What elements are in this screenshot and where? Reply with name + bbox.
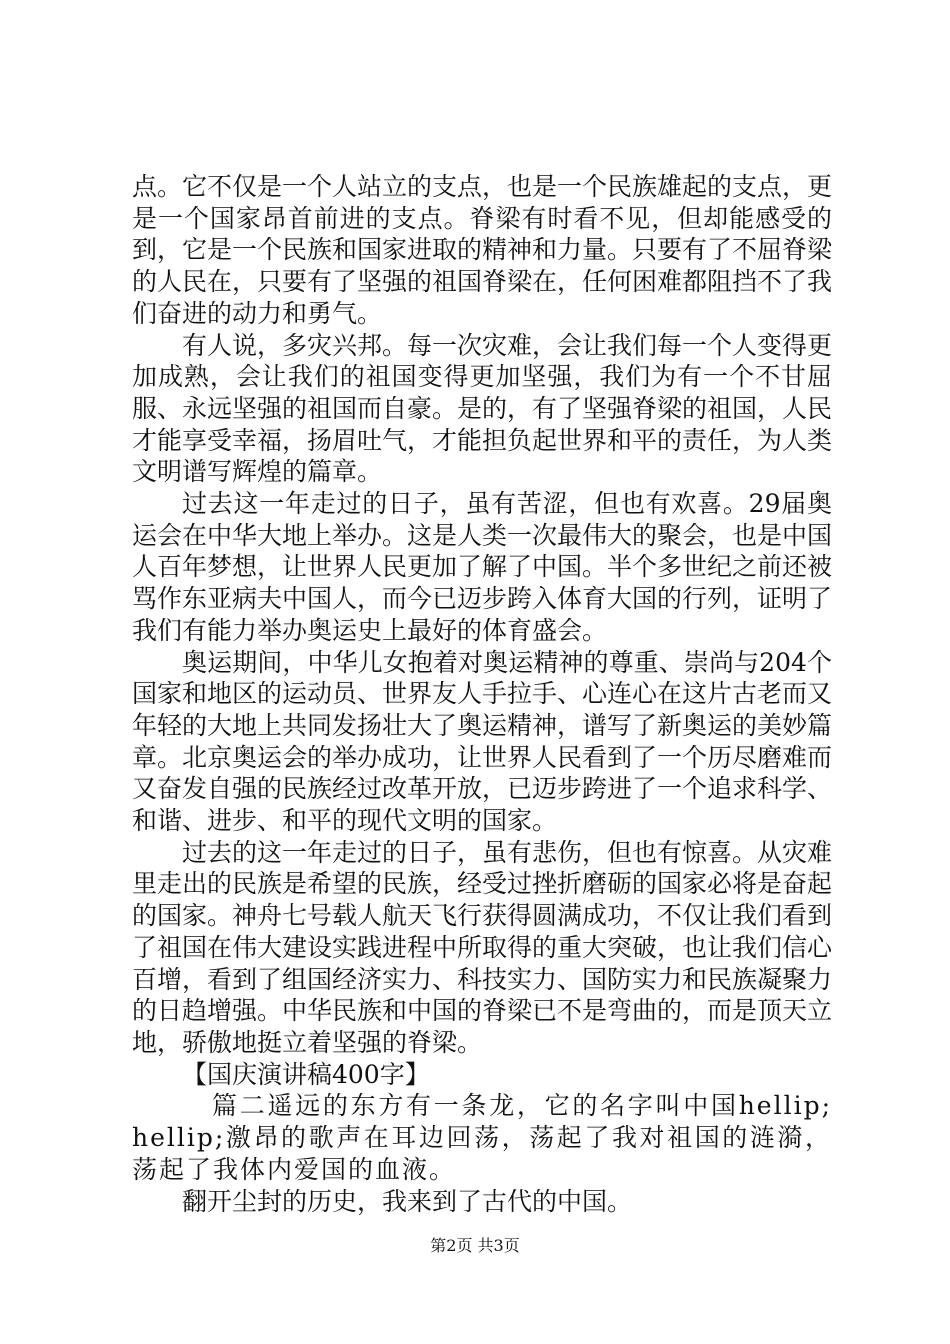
paragraph-disaster: 有人说，多灾兴邦。每一次灾难，会让我们每一个人变得更加成熟，会让我们的祖国变得更加坚强，我们为有一个不甘屈服、永远坚强的祖国而自豪。是的，有了坚强脊梁的祖国，人民才能享受幸福，扬眉吐气，才能担负起世界和平的责任，为人类文明谱写辉煌的篇章。 (132, 330, 833, 487)
page-number-footer: 第2页 共3页 (430, 1236, 520, 1255)
paragraph-shenzhou: 过去的这一年走过的日子，虽有悲伤，但也有惊喜。从灾难里走出的民族是希望的民族，经受过挫折磨砺的国家必将是奋起的国家。神舟七号载人航天飞行获得圆满成功，不仅让我们看到了祖国在伟大建设实践进程中所取得的重大突破，也让我们信心百增，看到了组国经济实力、科技实力、国防实力和民族凝聚力的日趋增强。中华民族和中国的脊梁已不是弯曲的，而是顶天立地，骄傲地挺立着坚强的脊梁。 (132, 837, 833, 1057)
document-body (132, 171, 832, 1217)
paragraph-part-two: 篇二遥远的东方有一条龙，它的名字叫中国hellip;hellip;激昂的歌声在耳边回荡，荡起了我对祖国的涟漪，荡起了我体内爱国的血液。 (132, 1091, 832, 1184)
paragraph-history: 翻开尘封的历史，我来到了古代的中国。 (182, 1186, 633, 1216)
paragraph-olympics: 过去这一年走过的日子，虽有苦涩，但也有欢喜。29届奥运会在中华大地上举办。这是人类一次最伟大的聚会，也是中国人百年梦想，让世界人民更加了解了中国。半个多世纪之前还被骂作东亚病夫中国人，而今已迈步跨入体育大国的行列，证明了我们有能力举办奥运史上最好的体育盛会。 (132, 489, 833, 645)
section-heading: 【国庆演讲稿400字】 (182, 1059, 430, 1089)
paragraph-continuation: 点。它不仅是一个人站立的支点，也是一个民族雄起的支点，更是一个国家昂首前进的支点。脊梁有时看不见，但却能感受的到，它是一个民族和国家进取的精神和力量。只要有了不屈脊梁的人民在，只要有了坚强的祖国脊梁在，任何困难都阻挡不了我们奋进的动力和勇气。 (132, 172, 833, 328)
paragraph-olympic-spirit: 奥运期间，中华儿女抱着对奥运精神的尊重、崇尚与204个国家和地区的运动员、世界友人手拉手、心连心在这片古老而又年轻的大地上共同发扬壮大了奥运精神，谱写了新奥运的美妙篇章。北京奥运会的举办成功，让世界人民看到了一个历尽磨难而又奋发自强的民族经过改革开放，已迈步跨进了一个追求科学、和谐、进步、和平的现代文明的国家。 (132, 647, 833, 836)
